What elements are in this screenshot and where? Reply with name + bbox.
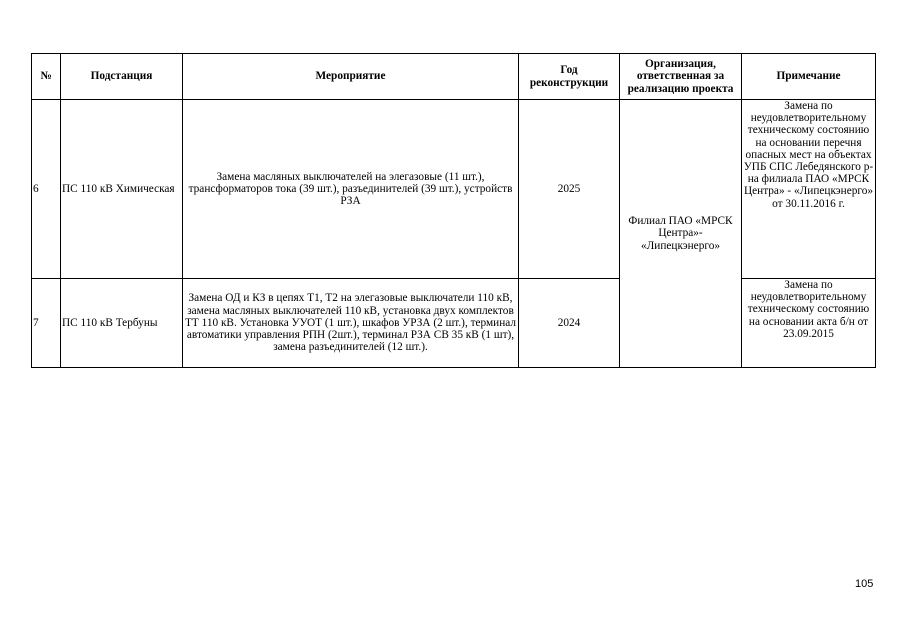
table-header-row: [32, 54, 876, 100]
row-measure: Замена ОД и КЗ в цепях Т1, Т2 на элегазовые выключатели 110 кВ, замена масляных выключателей 110 кВ, установка двух комплектов ТТ 110 кВ. Установка УУОТ (1 шт.), шкафов УРЗА (2 шт.), терминал автоматики управления РПН (2шт.), терминал РЗА СВ 35 кВ (1 шт), замена разъединителей (12 шт.).: [183, 279, 519, 368]
row-note: Замена по неудовлетворительному техническому состоянию на основании акта б/н от 23.09.2015: [742, 279, 876, 368]
header-num: №: [32, 54, 61, 100]
header-measure: Мероприятие: [183, 54, 519, 100]
table-row: [32, 279, 876, 368]
row-num: 7: [32, 279, 61, 368]
header-note: Примечание: [742, 54, 876, 100]
header-year: Год реконструкции: [519, 54, 620, 100]
row-measure: Замена масляных выключателей на элегазовые (11 шт.), трансформаторов тока (39 шт.), разъединителей (39 шт.), устройств РЗА: [183, 100, 519, 279]
page-number: 105: [855, 578, 874, 590]
row-org: Филиал ПАО «МРСК Центра»- «Липецкэнерго»: [620, 100, 742, 368]
row-substation: ПС 110 кВ Тербуны: [61, 279, 183, 368]
row-year: 2025: [519, 100, 620, 279]
row-year: 2024: [519, 279, 620, 368]
table-row: [32, 100, 876, 279]
header-org: Организация, ответственная за реализацию проекта: [620, 54, 742, 100]
header-substation: Подстанция: [61, 54, 183, 100]
row-note: Замена по неудовлетворительному техническому состоянию на основании перечня опасных мест на объектах УПБ СПС Лебедянского р-на филиала ПАО «МРСК Центра» - «Липецкэнерго» от 30.11.2016 г.: [742, 100, 876, 279]
row-substation: ПС 110 кВ Химическая: [61, 100, 183, 279]
projects-table: [31, 53, 876, 368]
row-num: 6: [32, 100, 61, 279]
